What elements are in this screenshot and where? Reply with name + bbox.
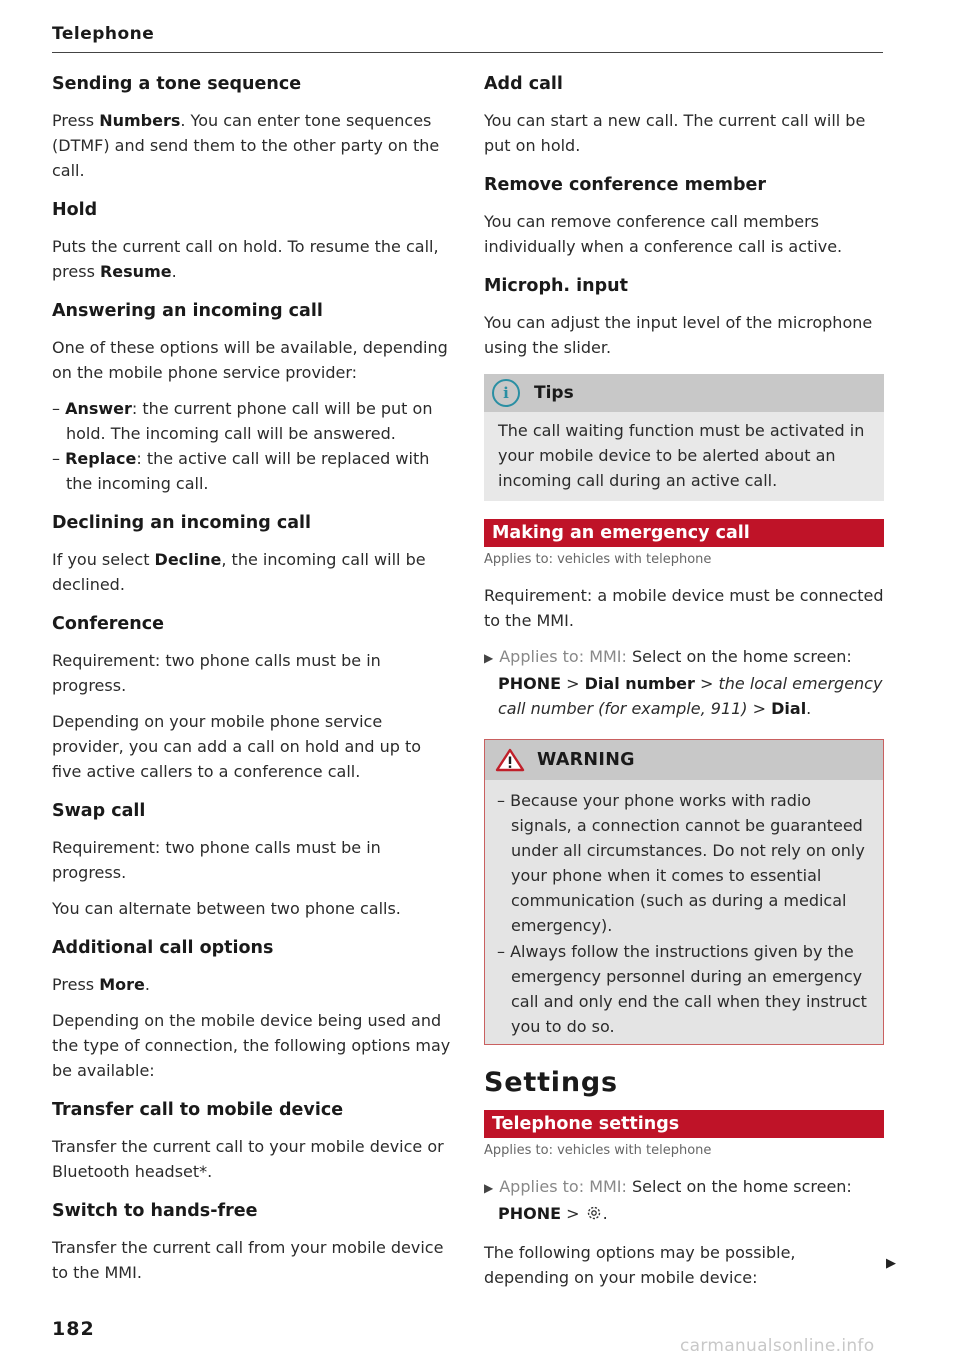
page-header: [52, 24, 883, 53]
info-icon: i: [492, 379, 520, 407]
heading-answering: Answering an incoming call: [52, 301, 323, 321]
para-microph-input: You can adjust the input level of the microphone using the slider.: [484, 313, 873, 357]
tips-box: [484, 374, 884, 501]
settings-step: ▶ Applies to: MMI: Select on the home screen: PHONE > .: [484, 1174, 884, 1226]
section-bar-emergency: Making an emergency call: [484, 519, 884, 547]
left-column: [52, 72, 452, 1296]
watermark: carmanualsonline.info: [680, 1336, 875, 1356]
para-add-call: You can start a new call. The current call will be put on hold.: [484, 111, 866, 155]
para-options: Depending on the mobile device being used and the type of connection, the following options may be available:: [52, 1011, 451, 1080]
heading-add-call: Add call: [484, 74, 563, 94]
step-arrow-icon: ▶: [484, 1181, 494, 1195]
answer-options-list: [52, 396, 452, 496]
chapter-title: Telephone: [52, 24, 155, 44]
heading-hold: Hold: [52, 200, 98, 220]
heading-transfer: Transfer call to mobile device: [52, 1100, 344, 1120]
warning-box: [484, 739, 884, 1045]
list-item: – Always follow the instructions given by the emergency personnel during an emergency call and only end the call when they instruct you to do so.: [497, 942, 867, 1036]
para-hold: Puts the current call on hold. To resume the call, press Resume.: [52, 237, 439, 281]
para-emergency-req: Requirement: a mobile device must be connected to the MMI.: [484, 586, 884, 630]
heading-microph-input: Microph. input: [484, 276, 628, 296]
continue-arrow-icon: ▶: [886, 1256, 896, 1271]
para-conference-req: Requirement: two phone calls must be in progress.: [52, 651, 381, 695]
para-remove-member: You can remove conference call members individually when a conference call is active.: [484, 212, 843, 256]
list-item: – Replace: the active call will be replaced with the incoming call.: [52, 449, 430, 493]
heading-declining: Declining an incoming call: [52, 513, 312, 533]
applies-note: Applies to: vehicles with telephone: [484, 552, 712, 567]
right-column: [484, 72, 884, 1301]
heading-settings: Settings: [484, 1067, 618, 1098]
para-hands-free: Transfer the current call from your mobile device to the MMI.: [52, 1238, 444, 1282]
warning-header: [485, 740, 883, 780]
list-item: – Because your phone works with radio signals, a connection cannot be guaranteed under all circumstances. Do not rely on only your phone when it comes to essential communication (such as during a medical emergency).: [497, 791, 865, 935]
para-declining: If you select Decline, the incoming call will be declined.: [52, 550, 426, 594]
warning-list: [485, 780, 883, 1044]
tips-header: [484, 374, 884, 412]
warning-triangle-icon: [495, 748, 525, 772]
page-number: 182: [52, 1318, 95, 1340]
para-answering: One of these options will be available, depending on the mobile phone service provider:: [52, 338, 448, 382]
para-conference: Depending on your mobile phone service provider, you can add a call on hold and up to five active callers to a conference call.: [52, 712, 422, 781]
para-transfer: Transfer the current call to your mobile device or Bluetooth headset*.: [52, 1137, 444, 1181]
heading-remove-member: Remove conference member: [484, 175, 766, 195]
heading-hands-free: Switch to hands-free: [52, 1201, 258, 1221]
tips-label: Tips: [534, 383, 574, 403]
gear-icon: [585, 1201, 603, 1226]
list-item: – Answer: the current phone call will be put on hold. The incoming call will be answered.: [52, 399, 433, 443]
para-swap-req: Requirement: two phone calls must be in progress.: [52, 838, 381, 882]
heading-additional-options: Additional call options: [52, 938, 274, 958]
tips-text: The call waiting function must be activated in your mobile device to be alerted about an incoming call during an active call.: [498, 421, 865, 490]
heading-swap: Swap call: [52, 801, 146, 821]
applies-note: Applies to: vehicles with telephone: [484, 1143, 712, 1158]
step-arrow-icon: ▶: [484, 651, 494, 665]
heading-conference: Conference: [52, 614, 165, 634]
para-swap: You can alternate between two phone calls.: [52, 899, 401, 918]
para-more: Press More.: [52, 975, 150, 994]
para-tone-sequence: Press Numbers. You can enter tone sequences (DTMF) and send them to the other party on the call.: [52, 111, 440, 180]
warning-label: WARNING: [537, 750, 635, 770]
emergency-step: ▶ Applies to: MMI: Select on the home screen: PHONE > Dial number > the local emergency call number (for example, 911) > Dial.: [484, 647, 883, 718]
section-bar-telephone-settings: Telephone settings: [484, 1110, 884, 1138]
heading-tone-sequence: Sending a tone sequence: [52, 74, 302, 94]
para-settings-options: The following options may be possible, depending on your mobile device:: [484, 1243, 796, 1287]
